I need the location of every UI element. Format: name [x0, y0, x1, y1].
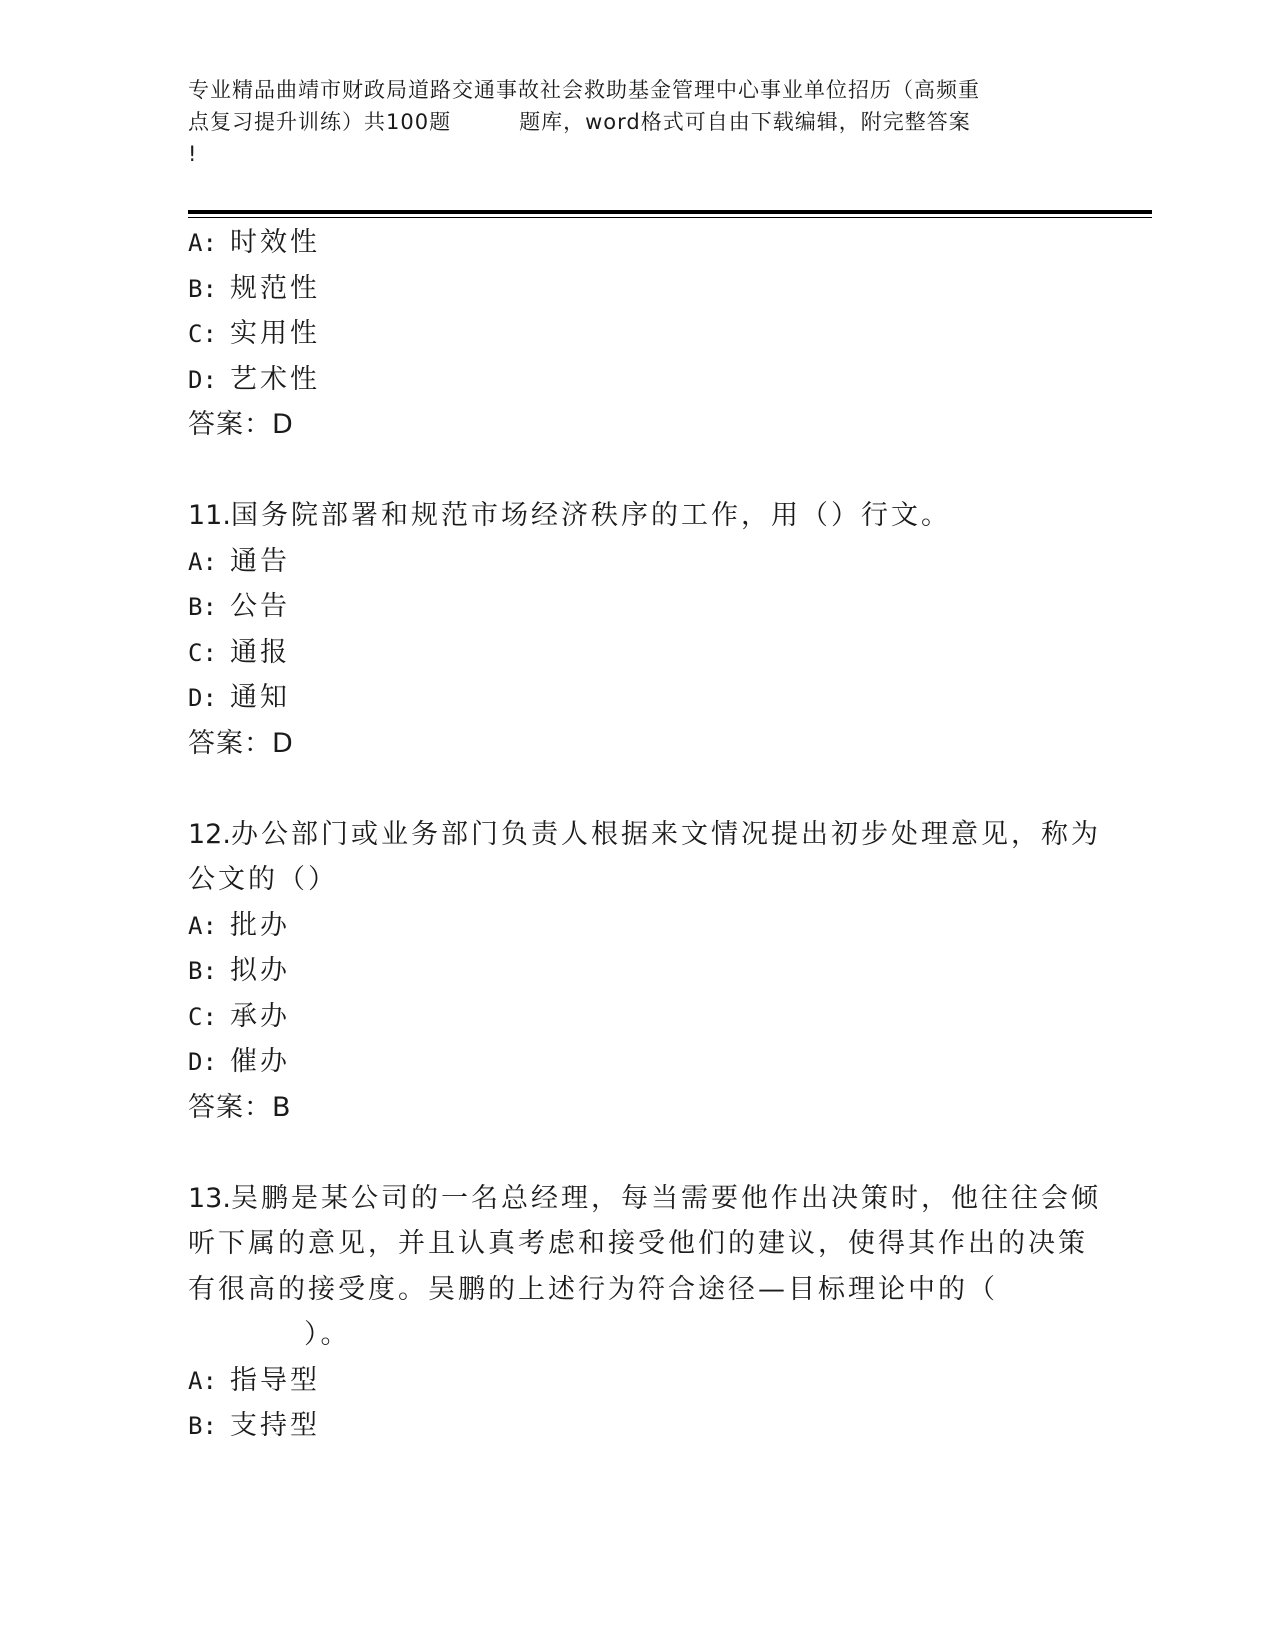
option-c — [188, 311, 1088, 357]
header-line-2 — [188, 106, 1088, 138]
option-text: 时效性 — [230, 227, 320, 258]
option-a — [188, 1358, 1088, 1404]
question-line: 办公部门或业务部门负责人根据来文情况提出初步处理意见，称为 — [230, 818, 1101, 850]
question-list — [188, 220, 1101, 1449]
answer-line: 答案：D — [188, 409, 294, 440]
option-text: 催办 — [230, 1046, 290, 1077]
header-divider — [188, 210, 1152, 218]
question-text — [188, 812, 1101, 858]
option-letter: B: — [188, 957, 217, 985]
question-line-continued: 听下属的意见，并且认真考虑和接受他们的建议，使得其作出的决策 — [188, 1228, 1088, 1259]
answer-line: 答案：B — [188, 1091, 292, 1123]
option-letter: A: — [188, 1366, 217, 1395]
option-c — [188, 630, 1088, 676]
option-letter: D: — [188, 365, 217, 394]
question-block-12 — [188, 812, 1101, 1131]
option-d — [188, 675, 1088, 721]
option-letter: B: — [188, 1412, 217, 1440]
question-block-11 — [188, 493, 1088, 766]
document-header — [188, 74, 1088, 170]
option-b — [188, 266, 1088, 312]
option-letter: B: — [188, 274, 217, 303]
header-line-2b: 题库，word格式可自由下载编辑，附完整答案 — [519, 110, 971, 134]
option-a — [188, 903, 1088, 949]
option-letter: D: — [188, 684, 217, 712]
option-letter: A: — [188, 229, 217, 257]
option-text: 拟办 — [230, 955, 290, 986]
question-number: 12. — [188, 818, 231, 850]
option-text: 实用性 — [230, 318, 320, 349]
option-letter: A: — [188, 911, 217, 940]
option-b — [188, 948, 1088, 994]
option-letter: A: — [188, 547, 217, 576]
option-letter: B: — [188, 593, 217, 621]
option-a — [188, 539, 1088, 585]
option-letter: C: — [188, 320, 217, 348]
question-block-10 — [188, 220, 1088, 448]
header-line-2a: 点复习提升训练）共100题 — [188, 110, 452, 134]
option-b — [188, 1403, 1088, 1449]
header-line-3: ! — [188, 142, 198, 166]
option-c — [188, 994, 1088, 1040]
question-text — [188, 1176, 1101, 1222]
question-line: 吴鹏是某公司的一名总经理，每当需要他作出决策时，他往往会倾 — [230, 1182, 1101, 1214]
question-number: 11. — [188, 500, 231, 531]
answer-line: 答案：D — [188, 727, 294, 759]
question-line-continued: 公文的（） — [188, 864, 338, 895]
question-block-13 — [188, 1176, 1101, 1449]
question-line: 国务院部署和规范市场经济秩序的工作，用（）行文。 — [230, 500, 951, 531]
option-a — [188, 220, 1088, 266]
option-text: 通知 — [230, 682, 290, 713]
option-text: 规范性 — [230, 272, 320, 304]
option-text: 通告 — [230, 545, 290, 577]
option-text: 承办 — [230, 1000, 290, 1032]
option-text: 公告 — [230, 591, 290, 622]
option-letter: D: — [188, 1048, 217, 1076]
option-text: 通报 — [230, 636, 290, 668]
option-text: 批办 — [230, 909, 290, 941]
question-line-continued: 有很高的接受度。吴鹏的上述行为符合途径—目标理论中的（ — [188, 1273, 998, 1305]
option-letter: C: — [188, 638, 217, 667]
option-d — [188, 1039, 1088, 1085]
option-text: 支持型 — [230, 1410, 320, 1441]
option-text: 艺术性 — [230, 363, 320, 395]
option-d — [188, 357, 1088, 403]
header-line-1: 专业精品曲靖市财政局道路交通事故社会救助基金管理中心事业单位招历（高频重 — [188, 78, 980, 102]
option-letter: C: — [188, 1002, 217, 1031]
question-text — [188, 493, 1088, 539]
option-text: 指导型 — [230, 1364, 320, 1396]
option-b — [188, 584, 1088, 630]
question-line-continued: ）。 — [304, 1319, 351, 1350]
question-number: 13. — [188, 1182, 231, 1214]
